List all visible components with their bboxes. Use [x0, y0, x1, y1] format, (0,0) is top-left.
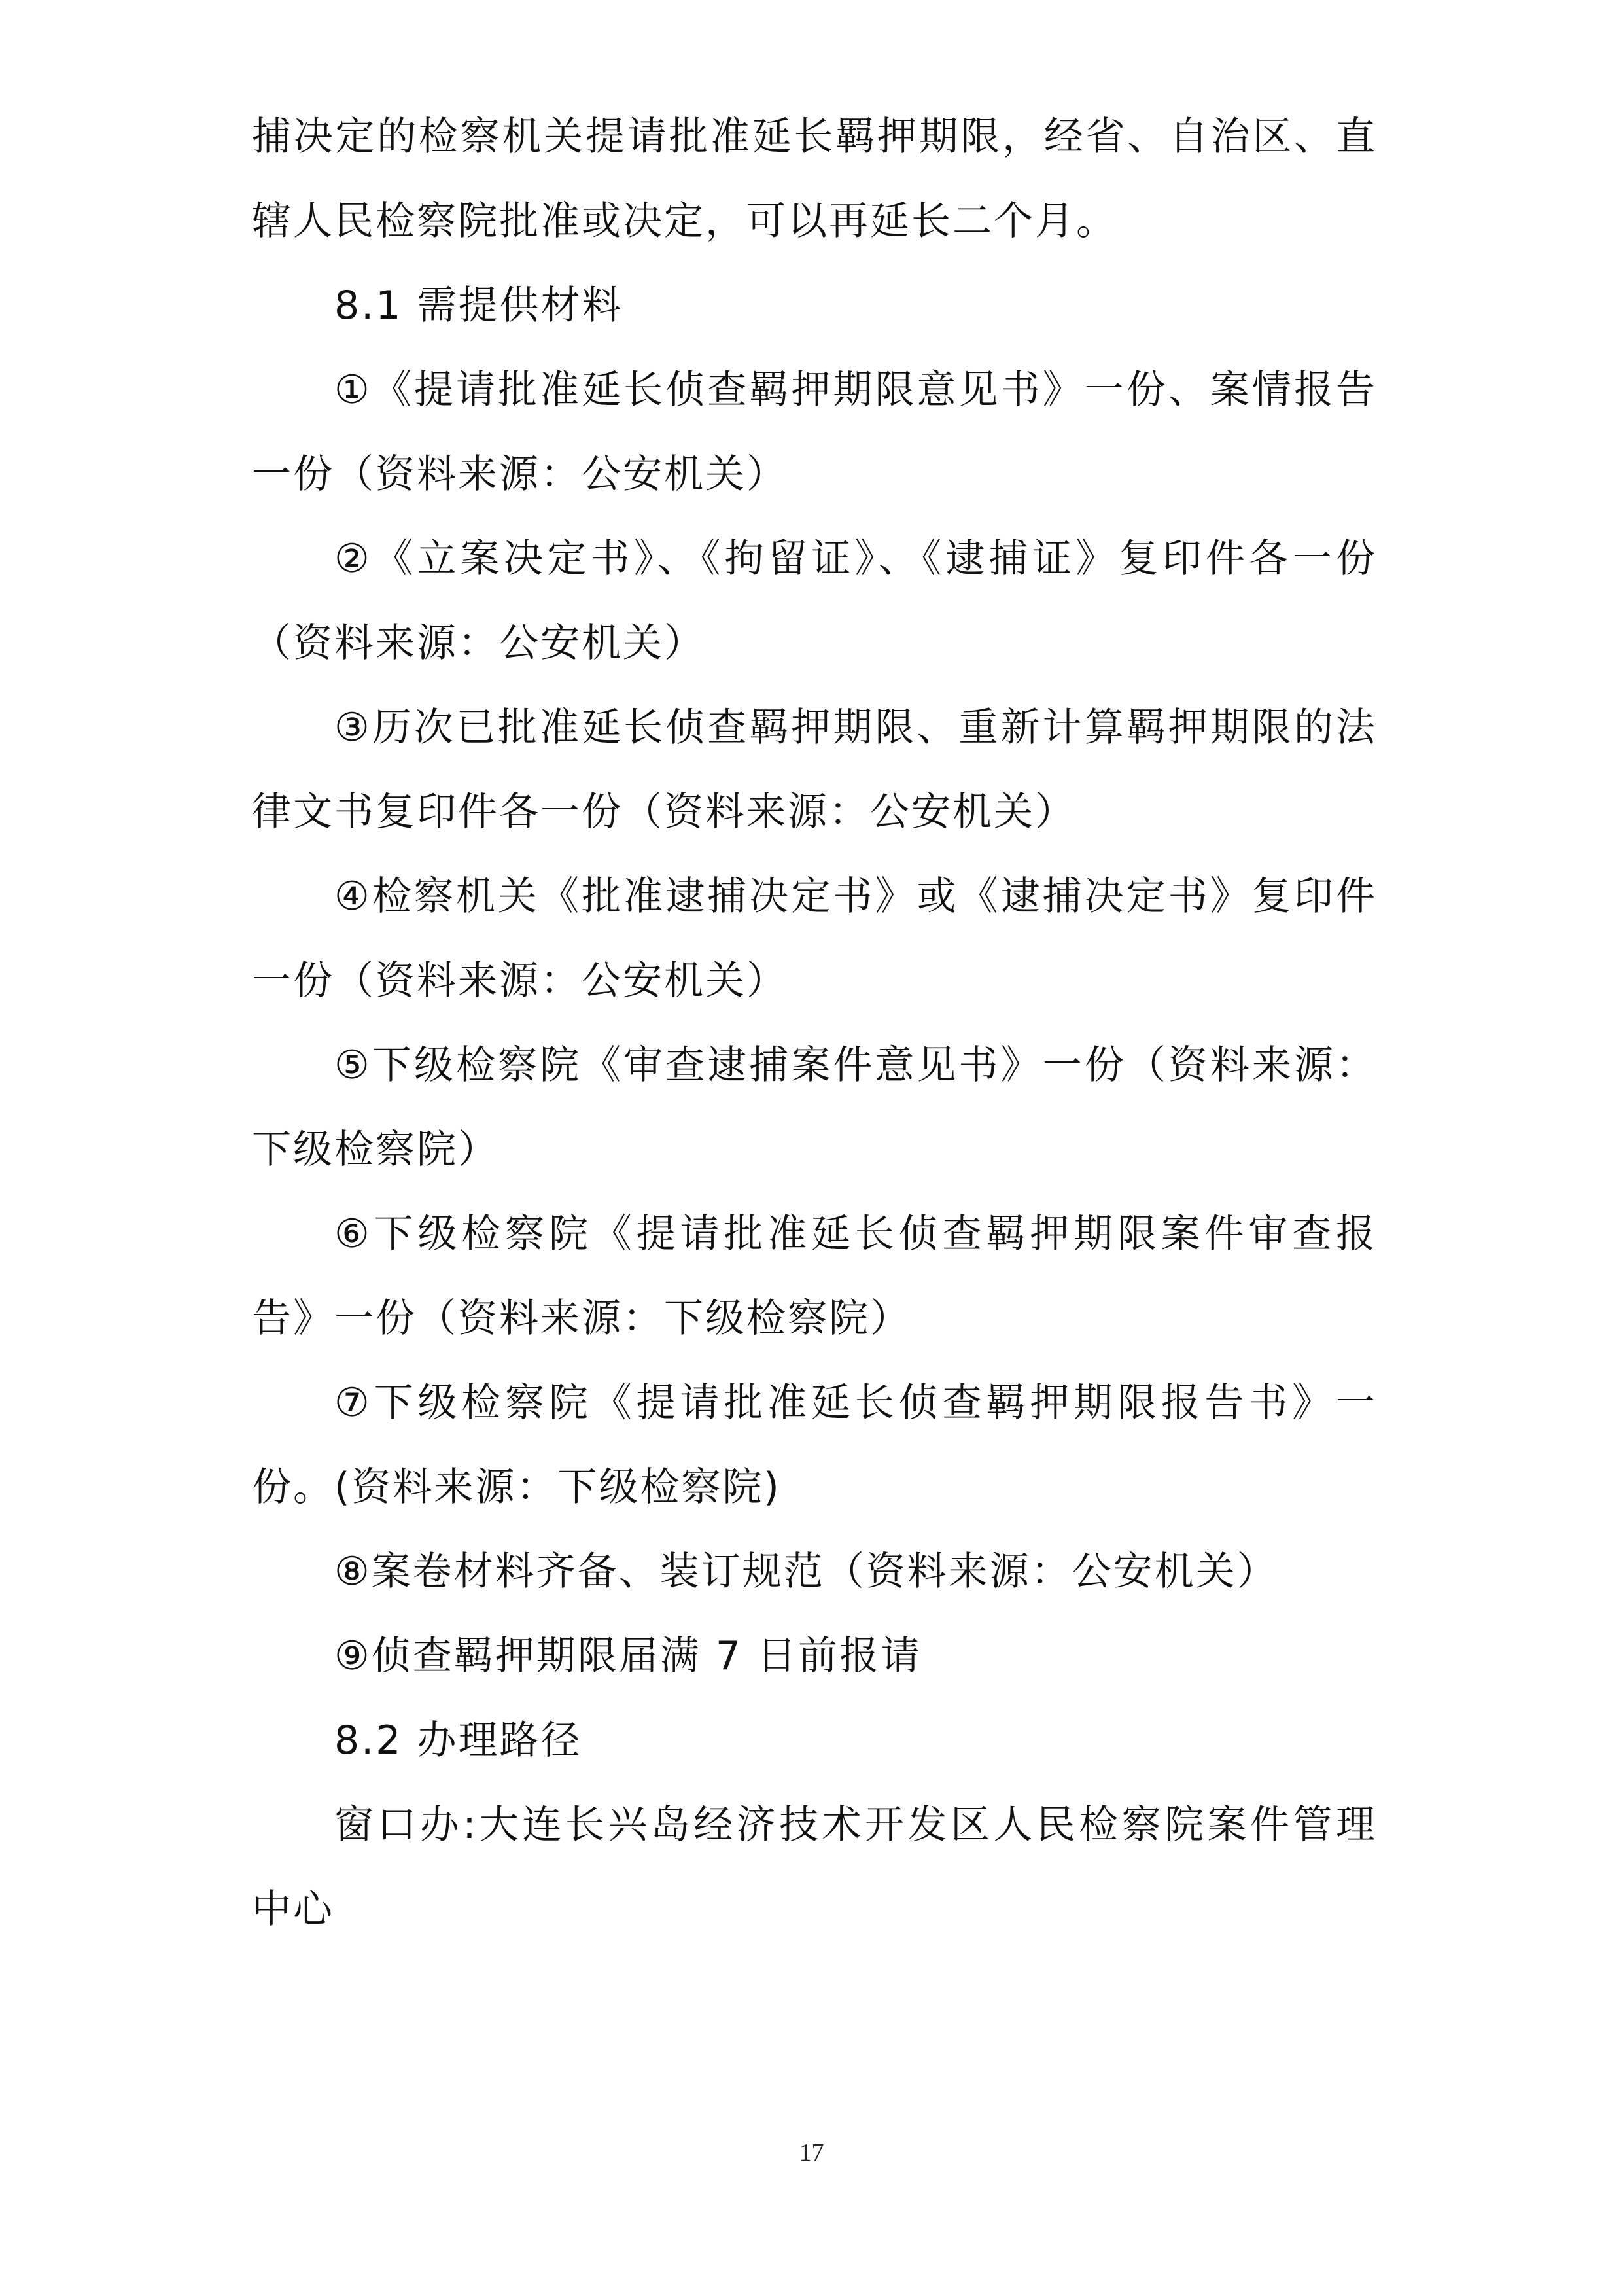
processing-path-text: 窗口办:大连长兴岛经济技术开发区人民检察院案件管理中心 — [252, 1802, 1377, 1932]
list-item-1: ①《提请批准延长侦查羁押期限意见书》一份、案情报告一份（资料来源：公安机关） — [252, 367, 1377, 497]
list-item-7: ⑦下级检察院《提请批准延长侦查羁押期限报告书》一份。(资料来源：下级检察院) — [252, 1380, 1377, 1510]
list-item-4: ④检察机关《批准逮捕决定书》或《逮捕决定书》复印件一份（资料来源：公安机关） — [252, 874, 1377, 1004]
document-body — [252, 95, 1377, 1952]
list-item-5: ⑤下级检察院《审查逮捕案件意见书》一份（资料来源：下级检察院） — [252, 1042, 1377, 1173]
paragraph-continuation: 捕决定的检察机关提请批准延长羁押期限，经省、自治区、直辖人民检察院批准或决定，可以再延长二个月。 — [252, 114, 1377, 244]
section-heading-8-2: 8.2 办理路径 — [334, 1718, 582, 1763]
list-item-2: ②《立案决定书》、《拘留证》、《逮捕证》复印件各一份（资料来源：公安机关） — [252, 536, 1377, 666]
list-item-6: ⑥下级检察院《提请批准延长侦查羁押期限案件审查报告》一份（资料来源：下级检察院） — [252, 1211, 1377, 1341]
section-heading-8-1: 8.1 需提供材料 — [334, 283, 623, 328]
list-item-3: ③历次已批准延长侦查羁押期限、重新计算羁押期限的法律文书复印件各一份（资料来源：公安机关） — [252, 705, 1377, 835]
list-item-8: ⑧案卷材料齐备、装订规范（资料来源：公安机关） — [334, 1549, 1278, 1595]
page-number: 17 — [799, 2139, 824, 2166]
list-item-9: ⑨侦查羁押期限届满 7 日前报请 — [334, 1633, 922, 1679]
